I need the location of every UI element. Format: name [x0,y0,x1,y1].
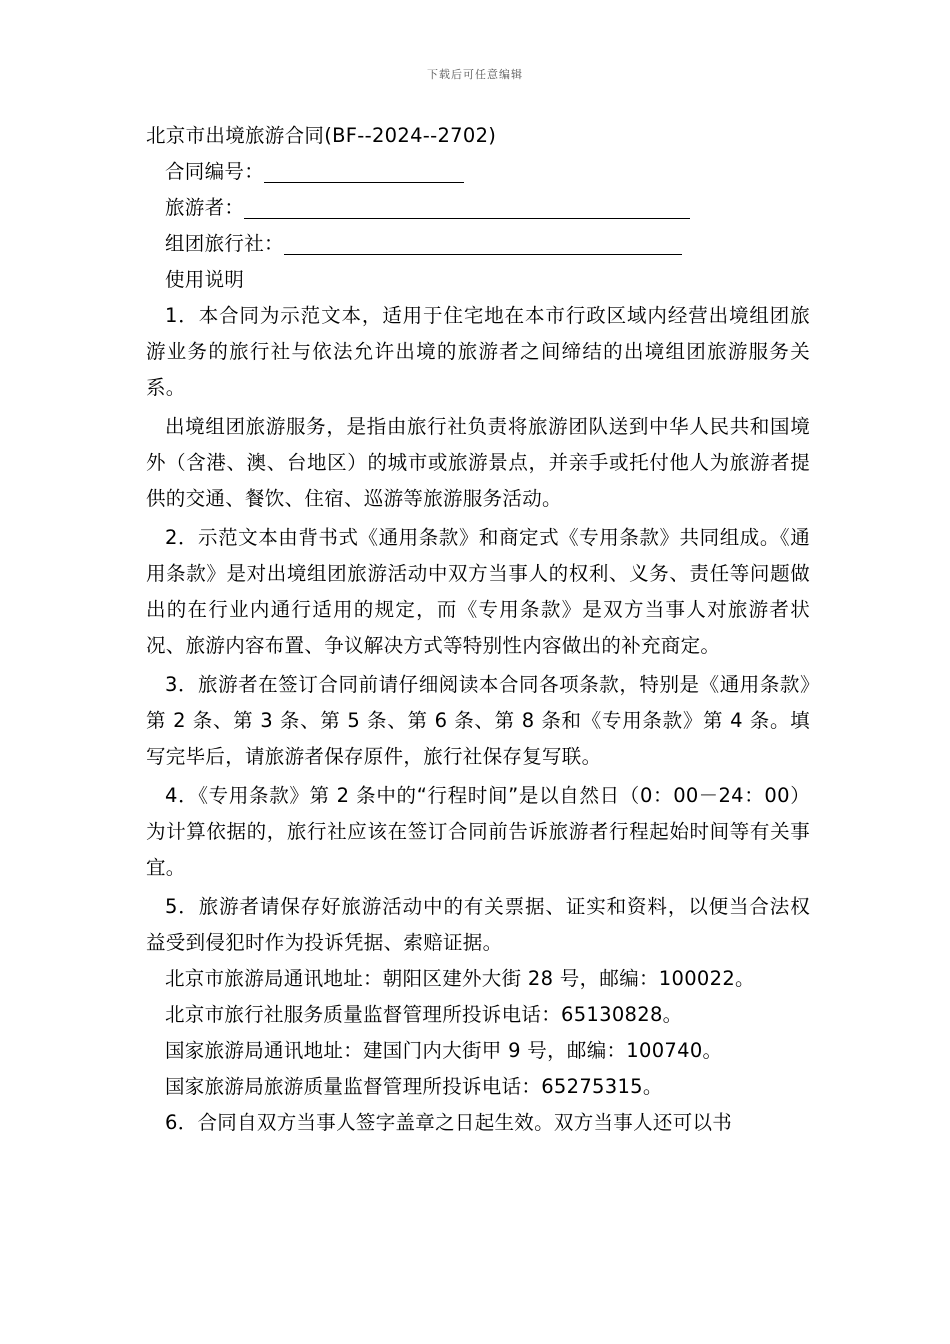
usage-heading: 使用说明 [165,268,245,291]
paragraph-1b: 出境组团旅游服务，是指由旅行社负责将旅游团队送到中华人民共和国境外（含港、澳、台地区）的城市或旅游景点，并亲手或托付他人为旅游者提供的交通、餐饮、住宿、巡游等旅游服务活动。 [146,415,810,510]
paragraph-1: 1．本合同为示范文本，适用于住宅地在本市行政区域内经营出境组团旅游业务的旅行社与依法允许出境的旅游者之间缔结的出境组团旅游服务关系。 [146,304,810,399]
contact-line-2: 北京市旅行社服务质量监督管理所投诉电话：65130828。 [165,1003,683,1026]
contact-line-4: 国家旅游局旅游质量监督管理所投诉电话：65275315。 [165,1075,663,1098]
agency-label: 组团旅行社： [165,232,284,255]
paragraph-4: 4．《专用条款》第 2 条中的“行程时间”是以自然日（0：00－24：00）为计算依据的，旅行社应该在签订合同前告诉旅游者行程起始时间等有关事宜。 [146,784,810,879]
contact-line-1: 北京市旅游局通讯地址：朝阳区建外大街 28 号，邮编：100022。 [165,967,755,990]
document-title: 北京市出境旅游合同(BF--2024--2702) [146,124,497,147]
traveler-blank[interactable] [244,194,690,219]
contract-number-blank[interactable] [264,158,464,183]
header-note: 下载后可任意编辑 [427,68,523,81]
contact-line-3: 国家旅游局通讯地址：建国门内大街甲 9 号，邮编：100740。 [165,1039,723,1062]
document-body [146,118,810,1141]
agency-blank[interactable] [284,230,682,255]
traveler-label: 旅游者： [165,196,245,219]
paragraph-5: 5．旅游者请保存好旅游活动中的有关票据、证实和资料，以便当合法权益受到侵犯时作为投诉凭据、索赔证据。 [146,895,810,954]
traveler-field [146,190,810,226]
contract-number-field [146,154,810,190]
paragraph-2: 2．示范文本由背书式《通用条款》和商定式《专用条款》共同组成。《通用条款》是对出境组团旅游活动中双方当事人的权利、义务、责任等问题做出的在行业内通行适用的规定，而《专用条款》是双方当事人对旅游者状况、旅游内容布置、争议解决方式等特别性内容做出的补充商定。 [146,526,810,657]
paragraph-6: 6．合同自双方当事人签字盖章之日起生效。双方当事人还可以书 [165,1111,733,1134]
agency-field [146,226,810,262]
paragraph-3: 3．旅游者在签订合同前请仔细阅读本合同各项条款，特别是《通用条款》第 2 条、第 3 条、第 5 条、第 6 条、第 8 条和《专用条款》第 4 条。填写完毕后，请旅游者保存原件，旅行社保存复写联。 [146,673,810,768]
contract-number-label: 合同编号： [165,160,265,183]
